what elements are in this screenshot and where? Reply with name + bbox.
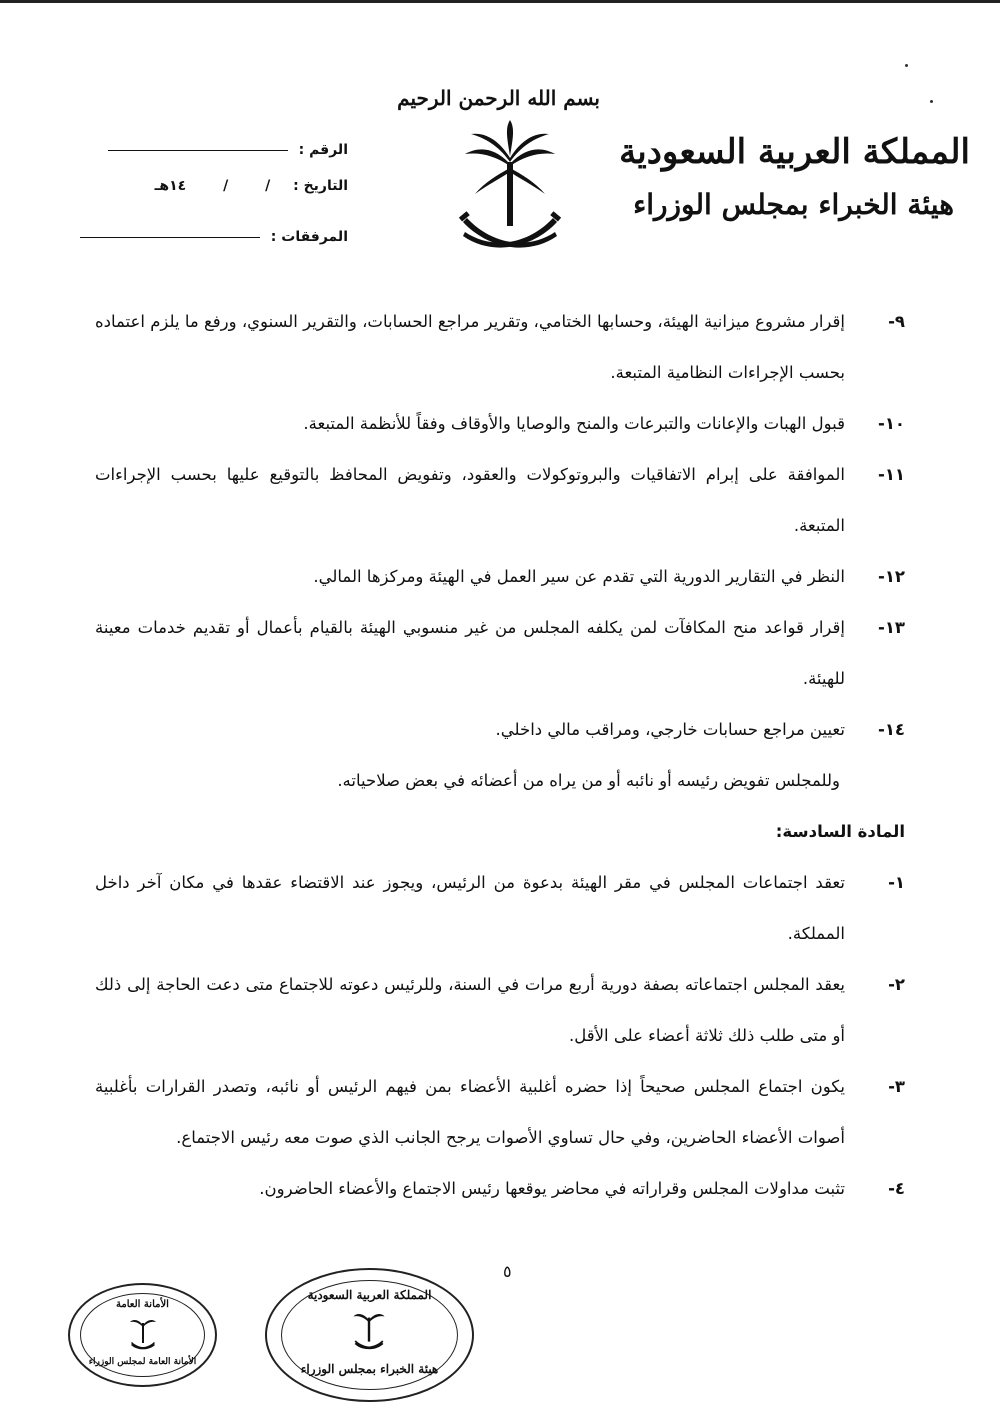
- list-item: [95, 959, 905, 1061]
- document-body: [95, 296, 905, 1214]
- stamp-top-text: الأمانة العامة: [116, 1299, 169, 1310]
- item-text: يعقد المجلس اجتماعاته بصفة دورية أربع مرات في السنة، وللرئيس دعوته للاجتماع متى دعت الحاجة إلى ذلك أو متى طلب ذلك ثلاثة أعضاء على الأقل.: [95, 975, 845, 1045]
- reference-attachments-label: المرفقات :: [270, 229, 348, 245]
- reference-date-label: التاريخ :: [293, 178, 348, 194]
- list-item: [95, 551, 905, 602]
- item-number: ١٢-: [877, 567, 905, 586]
- reference-date-field: [155, 178, 348, 194]
- stamp-bottom-text: الأمانة العامة لمجلس الوزراء: [88, 1357, 197, 1367]
- item-text: الموافقة على إبرام الاتفاقيات والبروتوكولات والعقود، وتفويض المحافظ بالتوقيع عليها بحسب الإجراءات المتبعة.: [95, 465, 845, 535]
- item-text: قبول الهبات والإعانات والتبرعات والمنح والوصايا والأوقاف وفقاً للأنظمة المتبعة.: [303, 414, 845, 433]
- item-text: يكون اجتماع المجلس صحيحاً إذا حضره أغلبية الأعضاء بمن فيهم الرئيس أو نائبه، وتصدر القرارات بأغلبية أصوات الأعضاء الحاضرين، وفي حال تساوي الأصوات يرجح الجانب الذي صوت معه رئيس الاجتماع.: [95, 1077, 845, 1147]
- reference-date-slots: / / ١٤هـ: [154, 178, 271, 194]
- reference-number-line: [108, 150, 288, 151]
- item-number: ١-: [888, 873, 905, 892]
- reference-attachments-field: [80, 229, 348, 245]
- reference-number-field: [108, 142, 348, 158]
- item-number: ٢-: [888, 975, 905, 994]
- top-border-line: [0, 0, 1000, 3]
- item-text: النظر في التقارير الدورية التي تقدم عن سير العمل في الهيئة ومركزها المالي.: [313, 567, 845, 586]
- item-number: ١٤-: [877, 720, 905, 739]
- reference-number-label: الرقم :: [298, 142, 348, 158]
- basmala: بسم الله الرحمن الرحيم: [397, 86, 600, 110]
- stamp-emblem-icon: [351, 1308, 387, 1356]
- saudi-emblem-palm-swords-icon: [455, 118, 565, 268]
- page-number: ٥: [503, 1262, 512, 1281]
- list-item: [95, 449, 905, 551]
- list-item: [95, 704, 905, 755]
- item-number: ١٠-: [877, 414, 905, 433]
- list-item: [95, 296, 905, 398]
- council-stamp: [265, 1268, 474, 1402]
- scan-speck: [930, 100, 933, 103]
- council-name: هيئة الخبراء بمجلس الوزراء: [633, 188, 954, 221]
- item-number: ٤-: [888, 1179, 905, 1198]
- item-text: تثبت مداولات المجلس وقراراته في محاضر يوقعها رئيس الاجتماع والأعضاء الحاضرون.: [259, 1179, 845, 1198]
- article-heading: المادة السادسة:: [775, 822, 905, 841]
- item-number: ٩-: [888, 312, 905, 331]
- item-text: تعقد اجتماعات المجلس في مقر الهيئة بدعوة من الرئيس، ويجوز عند الاقتضاء عقدها في مكان آخر داخل المملكة.: [95, 873, 845, 943]
- item-number: ١٣-: [877, 618, 905, 637]
- item-text: تعيين مراجع حسابات خارجي، ومراقب مالي داخلي.: [495, 720, 845, 739]
- list-item: [95, 1061, 905, 1163]
- list-item: [95, 602, 905, 704]
- item-number: ١١-: [877, 465, 905, 484]
- scan-speck: [905, 64, 908, 67]
- stamp-top-text: المملكة العربية السعودية: [307, 1288, 432, 1302]
- stamp-bottom-text: هيئة الخبراء بمجلس الوزراء: [300, 1362, 439, 1376]
- stamp-emblem-icon: [128, 1315, 158, 1355]
- reference-attachments-line: [80, 237, 260, 238]
- item-text: إقرار قواعد منح المكافآت لمن يكلفه المجلس من غير منسوبي الهيئة بالقيام بأعمال أو تقديم خدمات معينة للهيئة.: [95, 618, 845, 688]
- delegation-note: وللمجلس تفويض رئيسه أو نائبه أو من يراه من أعضائه في بعض صلاحياته.: [337, 771, 840, 790]
- list-item: [95, 857, 905, 959]
- list-item: [95, 398, 905, 449]
- secretariat-stamp: [68, 1283, 217, 1387]
- list-item: [95, 1163, 905, 1214]
- item-text: إقرار مشروع ميزانية الهيئة، وحسابها الختامي، وتقرير مراجع الحسابات، والتقرير السنوي، ورفع ما يلزم اعتماده بحسب الإجراءات النظامية المتبعة.: [95, 312, 845, 382]
- item-number: ٣-: [888, 1077, 905, 1096]
- kingdom-name: المملكة العربية السعودية: [619, 132, 970, 172]
